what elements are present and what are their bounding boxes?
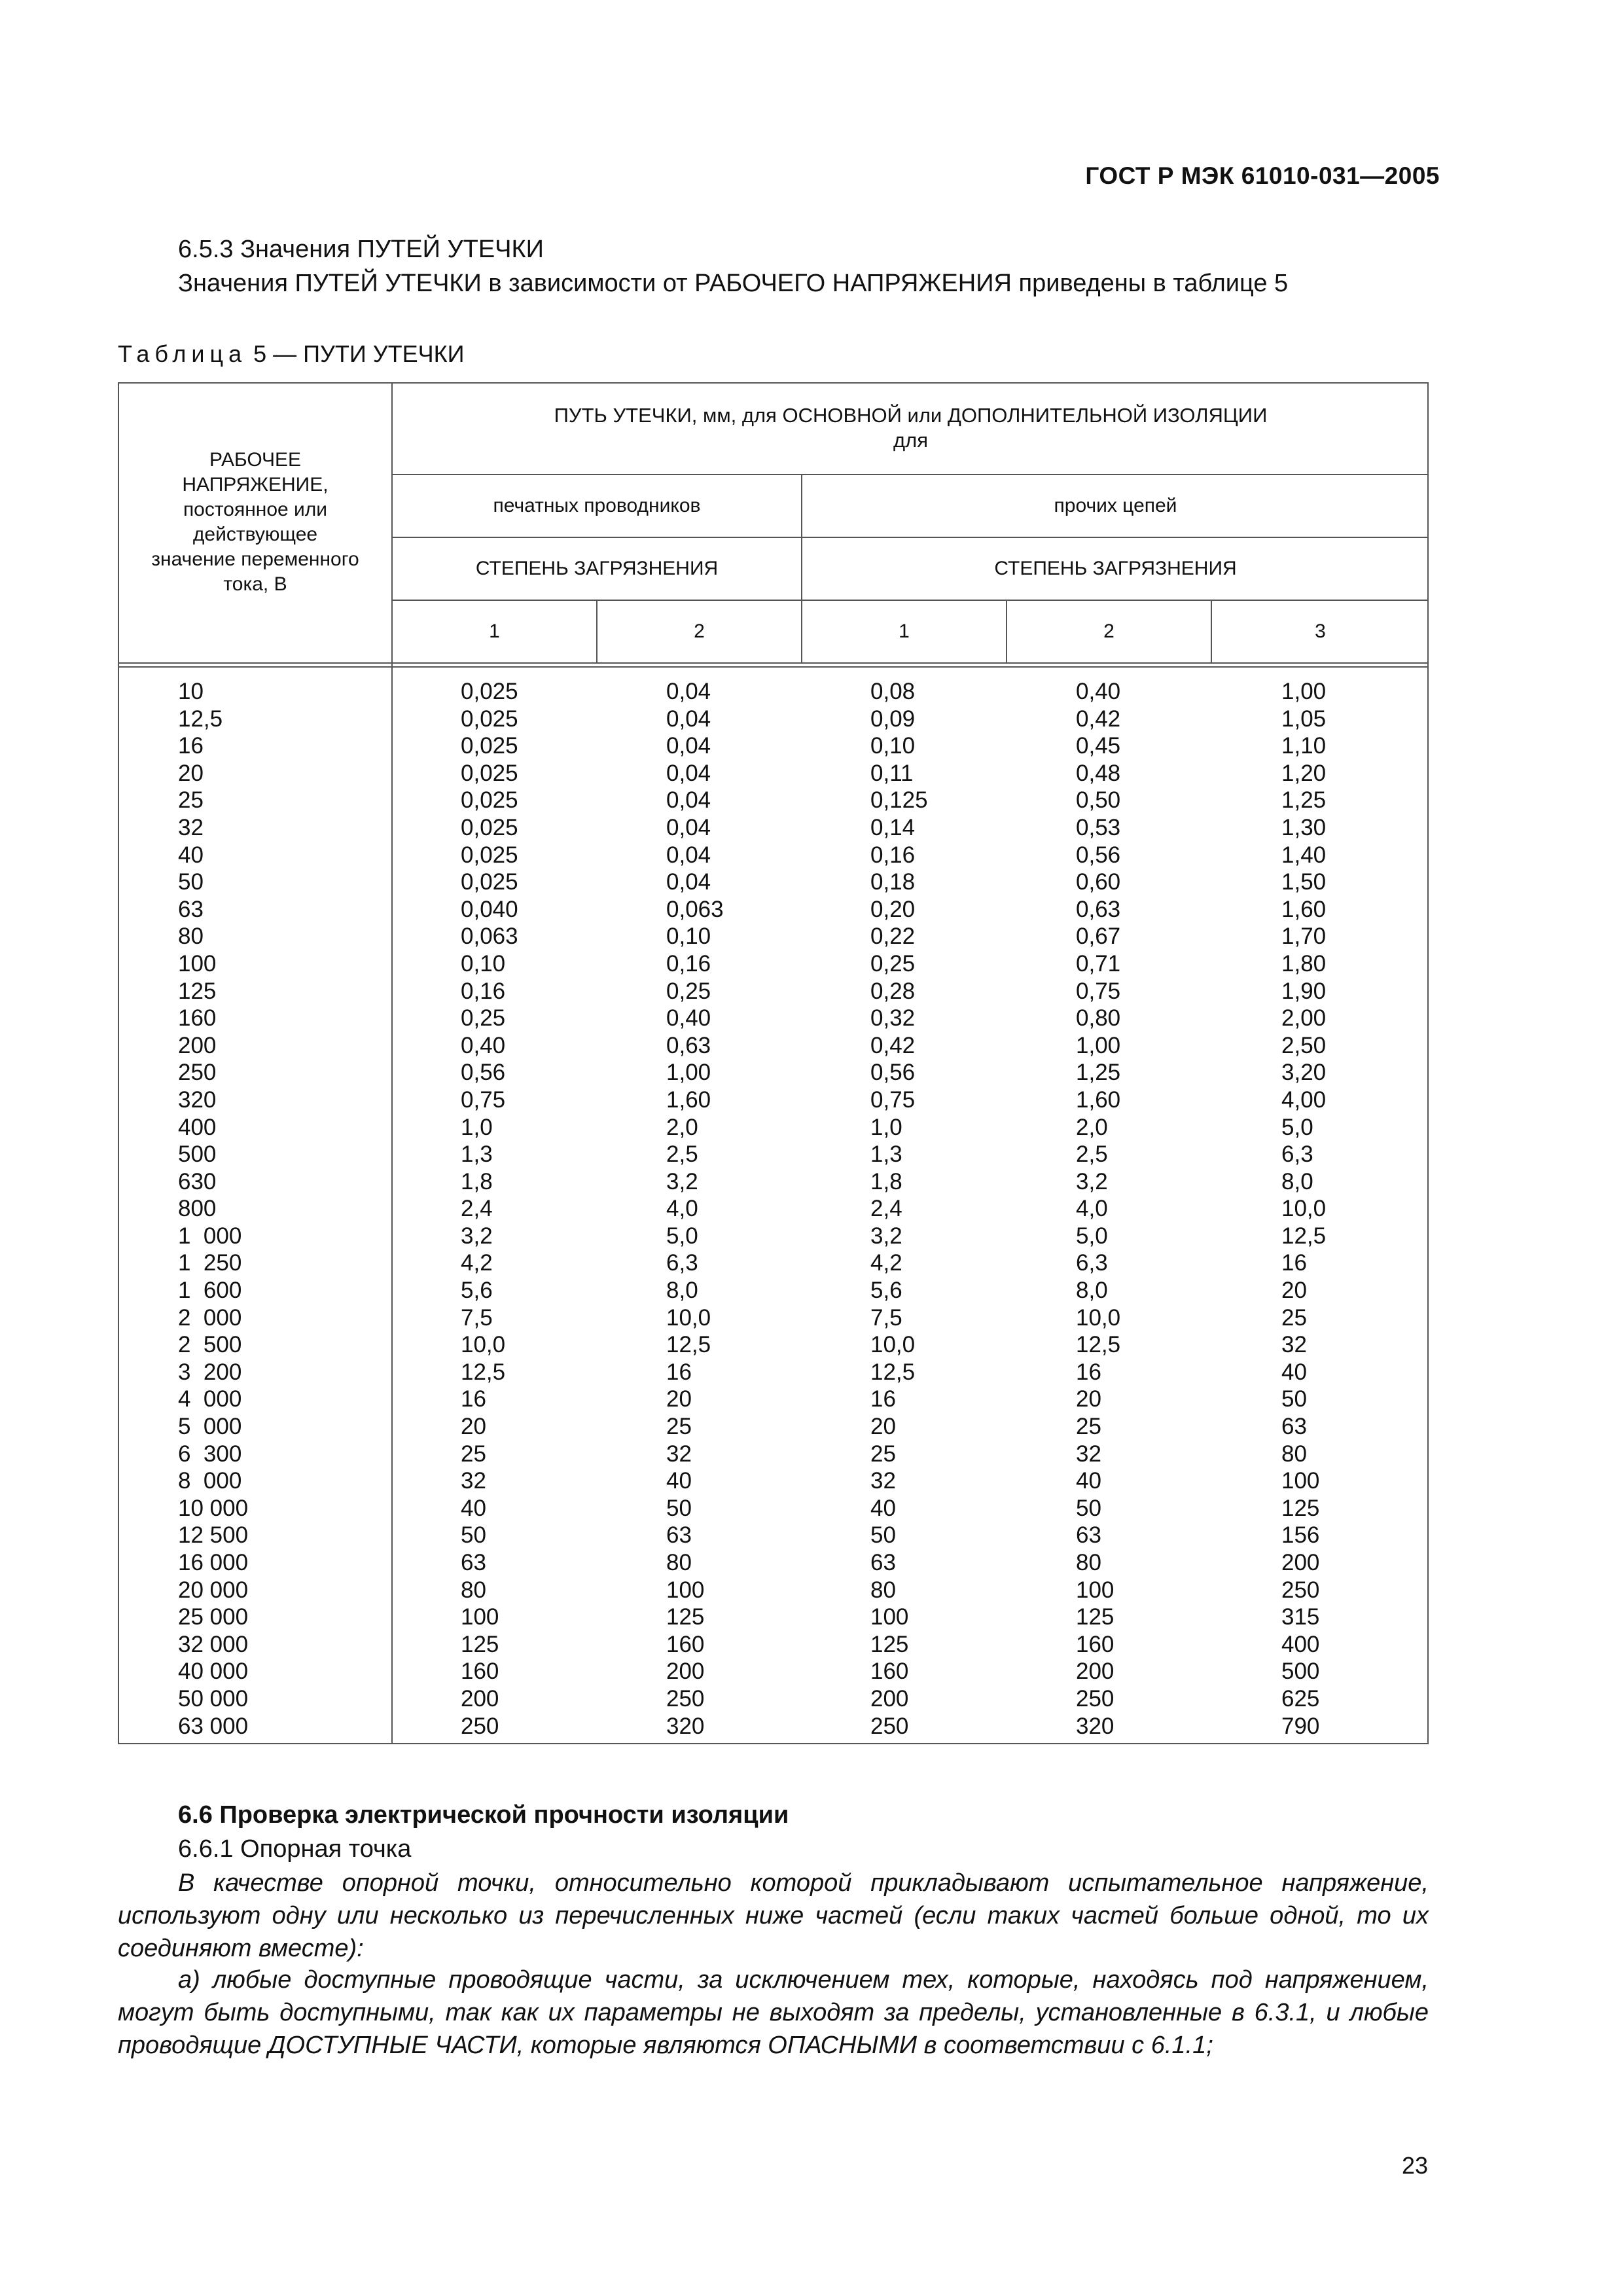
table-cell: 4,0 — [666, 1196, 698, 1222]
table-cell: 20 — [870, 1414, 896, 1440]
table-cell: 0,60 — [1076, 869, 1121, 895]
table-cell: 80 — [461, 1577, 486, 1603]
table-cell: 0,75 — [870, 1086, 916, 1113]
table-cell: 0,025 — [461, 869, 518, 895]
table-cell: 12,5 — [1281, 1223, 1327, 1249]
section-6-6-heading: 6.6 Проверка электрической прочности изоляции — [178, 1801, 789, 1829]
table-cell: 250 — [178, 1060, 217, 1086]
table-cell: 1,25 — [1076, 1060, 1121, 1086]
table-cell: 100 — [1281, 1468, 1320, 1494]
table-cell: 1,50 — [1281, 869, 1327, 895]
table-cell: 16 — [666, 1359, 692, 1385]
table-cell: 16 — [461, 1386, 486, 1412]
table-cell: 10 — [178, 679, 204, 704]
table-cell: 2 000 — [178, 1304, 242, 1331]
voltage-header-line: постоянное или — [183, 499, 328, 520]
table-cell: 3,2 — [666, 1168, 698, 1194]
table-cell: 125 — [1281, 1495, 1320, 1521]
table-cell: 0,04 — [666, 706, 711, 732]
table-cell: 0,56 — [461, 1060, 506, 1086]
other-degree-1-column — [870, 678, 928, 1740]
table-cell: 25 — [870, 1441, 896, 1467]
table-cell: 200 — [178, 1032, 217, 1058]
table-cell: 0,56 — [870, 1060, 916, 1086]
table-cell: 4,0 — [1076, 1196, 1108, 1222]
table-cell: 625 — [1281, 1685, 1320, 1712]
table-cell: 2,0 — [1076, 1114, 1108, 1140]
table-cell: 160 — [178, 1005, 217, 1031]
table-cell: 5,6 — [461, 1278, 493, 1304]
table-cell: 0,56 — [1076, 842, 1121, 868]
table-cell: 20 — [461, 1414, 486, 1440]
table-cell: 16 — [870, 1386, 896, 1412]
section-6-6-1-heading: 6.6.1 Опорная точка — [178, 1835, 412, 1863]
table-cell: 5,0 — [1076, 1223, 1108, 1249]
table-cell: 80 — [1076, 1550, 1101, 1575]
table-cell: 1,80 — [1281, 950, 1327, 977]
table-cell: 1,30 — [1281, 814, 1327, 840]
table-cell: 400 — [178, 1114, 217, 1140]
table-cell: 125 — [1076, 1604, 1115, 1630]
table-cell: 50 — [178, 869, 204, 895]
table-cell: 40 000 — [178, 1659, 249, 1685]
table-cell: 0,67 — [1076, 924, 1121, 950]
table-cell: 100 — [461, 1604, 499, 1630]
table-cell: 100 — [1076, 1577, 1115, 1603]
table-cell: 100 — [666, 1577, 705, 1603]
table-cell: 50 — [1281, 1386, 1307, 1412]
other-degree-3-column — [1281, 678, 1326, 1740]
table-caption — [118, 340, 465, 368]
table-cell: 2,5 — [666, 1141, 698, 1168]
document-code-header: ГОСТ Р МЭК 61010-031—2005 — [1085, 162, 1440, 189]
table-cell: 10 000 — [178, 1495, 249, 1521]
table-cell: 6,3 — [1281, 1141, 1313, 1168]
table-cell: 5 000 — [178, 1414, 242, 1440]
table-cell: 0,80 — [1076, 1005, 1121, 1031]
table-cell: 1,60 — [666, 1086, 711, 1113]
table-cell: 0,10 — [870, 733, 916, 759]
table-cell: 0,16 — [870, 842, 916, 868]
table-cell: 6,3 — [1076, 1250, 1108, 1276]
table-cell: 1,05 — [1281, 706, 1327, 732]
table-cell: 0,04 — [666, 814, 711, 840]
table-cell: 0,40 — [461, 1032, 506, 1058]
degree-number: 1 — [489, 620, 500, 642]
table-cell: 160 — [1076, 1631, 1115, 1657]
other-degree-2-column — [1076, 678, 1120, 1740]
table-cell: 125 — [666, 1604, 705, 1630]
table-cell: 50 — [870, 1522, 896, 1549]
table-cell: 2,50 — [1281, 1032, 1327, 1058]
table-cell: 0,10 — [461, 950, 506, 977]
table-cell: 160 — [666, 1631, 705, 1657]
table-cell: 250 — [1076, 1685, 1115, 1712]
table-cell: 80 — [178, 924, 204, 950]
table-cell: 0,025 — [461, 814, 518, 840]
table-cell: 0,22 — [870, 924, 916, 950]
table-cell: 250 — [870, 1713, 909, 1739]
table-cell: 16 — [1281, 1250, 1307, 1276]
table-cell: 250 — [666, 1685, 705, 1712]
table-cell: 12 500 — [178, 1522, 249, 1549]
table-cell: 0,10 — [666, 924, 711, 950]
table-cell: 200 — [870, 1685, 909, 1712]
table-cell: 12,5 — [1076, 1332, 1121, 1358]
table-cell: 0,53 — [1076, 814, 1121, 840]
table-cell: 3,2 — [870, 1223, 902, 1249]
table-cell: 32 — [1281, 1332, 1307, 1358]
table-cell: 12,5 — [666, 1332, 711, 1358]
table-cell: 500 — [1281, 1659, 1320, 1685]
table-cell: 0,063 — [461, 924, 518, 950]
table-cell: 63 — [178, 896, 204, 922]
table-cell: 80 — [1281, 1441, 1307, 1467]
table-cell: 25 — [178, 787, 204, 814]
table-cell: 50 — [1076, 1495, 1101, 1521]
table-cell: 0,63 — [1076, 896, 1121, 922]
table-cell: 2,4 — [461, 1196, 493, 1222]
table-cell: 5,6 — [870, 1278, 902, 1304]
pollution-degree-label: СТЕПЕНЬ ЗАГРЯЗНЕНИЯ — [475, 558, 719, 579]
table-cell: 25 — [1281, 1304, 1307, 1331]
table-border-left — [118, 382, 119, 1744]
table-cell: 63 — [461, 1550, 486, 1575]
table-cell: 0,14 — [870, 814, 916, 840]
table-cell: 500 — [178, 1141, 217, 1168]
degree-number: 3 — [1315, 620, 1326, 642]
table-cell: 100 — [870, 1604, 909, 1630]
table-cell: 320 — [178, 1086, 217, 1113]
table-cell: 0,48 — [1076, 760, 1121, 786]
table-cell: 315 — [1281, 1604, 1320, 1630]
table-cell: 32 — [666, 1441, 692, 1467]
table-cell: 1,0 — [461, 1114, 493, 1140]
table-cell: 156 — [1281, 1522, 1320, 1549]
table-cell: 32 — [178, 814, 204, 840]
voltage-header-line: НАПРЯЖЕНИЕ, — [182, 474, 329, 495]
voltage-header — [120, 382, 390, 662]
table-cell: 40 — [1281, 1359, 1307, 1385]
table-cell: 0,16 — [666, 950, 711, 977]
table-cell: 4,00 — [1281, 1086, 1327, 1113]
table-cell: 8,0 — [1076, 1278, 1108, 1304]
table-cell: 25 — [461, 1441, 486, 1467]
table-cell: 16 — [178, 733, 204, 759]
table-cell: 40 — [178, 842, 204, 868]
table-cell: 1 600 — [178, 1278, 242, 1304]
table-cell: 1,40 — [1281, 842, 1327, 868]
table-cell: 0,04 — [666, 787, 711, 814]
section-6-5-3-heading: 6.5.3 Значения ПУТЕЙ УТЕЧКИ — [178, 236, 544, 263]
table-border-bottom — [118, 1743, 1429, 1744]
table-cell: 5,0 — [666, 1223, 698, 1249]
table-cell: 0,42 — [1076, 706, 1121, 732]
table-cell: 160 — [461, 1659, 499, 1685]
table-cell: 320 — [666, 1713, 705, 1739]
table-cell: 2,4 — [870, 1196, 902, 1222]
table-cell: 200 — [461, 1685, 499, 1712]
table-cell: 40 — [666, 1468, 692, 1494]
table-cell: 20 — [1281, 1278, 1307, 1304]
creepage-header — [393, 382, 1429, 474]
table-cell: 0,75 — [1076, 978, 1121, 1004]
table-cell: 0,42 — [870, 1032, 916, 1058]
table-cell: 400 — [1281, 1631, 1320, 1657]
table-cell: 0,04 — [666, 842, 711, 868]
table-cell: 1,8 — [461, 1168, 493, 1194]
table-cell: 10,0 — [461, 1332, 506, 1358]
table-cell: 40 — [1076, 1468, 1101, 1494]
creepage-table — [118, 382, 1429, 1744]
table-cell: 800 — [178, 1196, 217, 1222]
table-cell: 1,00 — [1076, 1032, 1121, 1058]
table-cell: 16 — [1076, 1359, 1101, 1385]
table-cell: 3,2 — [1076, 1168, 1108, 1194]
table-cell: 1,60 — [1076, 1086, 1121, 1113]
table-cell: 6 300 — [178, 1441, 242, 1467]
table-cell: 2,00 — [1281, 1005, 1327, 1031]
table-cell: 2 500 — [178, 1332, 242, 1358]
table-cell: 0,04 — [666, 869, 711, 895]
table-caption-prefix: Таблица — [118, 340, 247, 367]
table-cell: 63 000 — [178, 1713, 249, 1739]
table-cell: 0,025 — [461, 842, 518, 868]
table-cell: 20 — [178, 760, 204, 786]
page-number: 23 — [1401, 2152, 1428, 2179]
table-cell: 5,0 — [1281, 1114, 1313, 1140]
table-cell: 630 — [178, 1168, 217, 1194]
degree-number: 2 — [694, 620, 705, 642]
degree-number: 1 — [899, 620, 910, 642]
table-cell: 10,0 — [1076, 1304, 1121, 1331]
table-cell: 0,18 — [870, 869, 916, 895]
table-cell: 32 — [870, 1468, 896, 1494]
table-cell: 12,5 — [870, 1359, 916, 1385]
table-cell: 25 — [666, 1414, 692, 1440]
table-cell: 12,5 — [178, 706, 223, 732]
voltage-header-line: тока, В — [223, 573, 287, 595]
group-other-circuits: прочих цепей — [1054, 495, 1177, 516]
table-header-separator — [118, 662, 1429, 664]
table-cell: 0,04 — [666, 679, 711, 704]
table-cell: 3 200 — [178, 1359, 242, 1385]
table-cell: 1,70 — [1281, 924, 1327, 950]
table-cell: 0,04 — [666, 760, 711, 786]
table-cell: 32 — [461, 1468, 486, 1494]
table-cell: 3,20 — [1281, 1060, 1327, 1086]
table-cell: 0,025 — [461, 760, 518, 786]
table-cell: 0,40 — [666, 1005, 711, 1031]
table-cell: 10,0 — [1281, 1196, 1327, 1222]
table-cell: 32 000 — [178, 1631, 249, 1657]
table-cell: 200 — [666, 1659, 705, 1685]
table-cell: 0,63 — [666, 1032, 711, 1058]
table-cell: 0,025 — [461, 787, 518, 814]
table-cell: 2,5 — [1076, 1141, 1108, 1168]
group-printed-conductors: печатных проводников — [493, 495, 701, 516]
table-cell: 0,45 — [1076, 733, 1121, 759]
table-cell: 0,20 — [870, 896, 916, 922]
table-cell: 0,08 — [870, 679, 916, 704]
table-cell: 63 — [1076, 1522, 1101, 1549]
table-cell: 4 000 — [178, 1386, 242, 1412]
table-cell: 20 — [1076, 1386, 1101, 1412]
table-cell: 0,25 — [666, 978, 711, 1004]
table-cell: 4,2 — [461, 1250, 493, 1276]
table-cell: 0,063 — [666, 896, 724, 922]
table-cell: 1,10 — [1281, 733, 1327, 759]
table-cell: 0,025 — [461, 706, 518, 732]
table-cell: 0,50 — [1076, 787, 1121, 814]
table-cell: 1 000 — [178, 1223, 242, 1249]
table-cell: 8,0 — [666, 1278, 698, 1304]
table-cell: 20 000 — [178, 1577, 249, 1603]
table-cell: 32 — [1076, 1441, 1101, 1467]
table-cell: 125 — [178, 978, 217, 1004]
table-cell: 1,00 — [1281, 679, 1327, 704]
paragraph-reference-point: В качестве опорной точки, относительно которой прикладывают испытательное напряжение, используют одну или несколько из перечисленных ниже частей (если таких частей больше одной, то их соединяют вместе): — [118, 1869, 1429, 1962]
degree-number: 2 — [1103, 620, 1115, 642]
table-cell: 2,0 — [666, 1114, 698, 1140]
table-cell: 16 000 — [178, 1550, 249, 1575]
table-cell: 0,25 — [461, 1005, 506, 1031]
table-cell: 1,60 — [1281, 896, 1327, 922]
table-cell: 0,28 — [870, 978, 916, 1004]
table-cell: 250 — [1281, 1577, 1320, 1603]
printed-degree-2-column — [666, 678, 724, 1740]
table-cell: 160 — [870, 1659, 909, 1685]
table-cell: 0,025 — [461, 733, 518, 759]
table-cell: 100 — [178, 950, 217, 977]
table-cell: 63 — [870, 1550, 896, 1575]
table-cell: 50 — [666, 1495, 692, 1521]
table-cell: 1,20 — [1281, 760, 1327, 786]
table-cell: 790 — [1281, 1713, 1320, 1739]
table-cell: 0,04 — [666, 733, 711, 759]
table-cell: 125 — [870, 1631, 909, 1657]
table-cell: 6,3 — [666, 1250, 698, 1276]
table-cell: 200 — [1076, 1659, 1115, 1685]
pollution-degree-label: СТЕПЕНЬ ЗАГРЯЗНЕНИЯ — [994, 558, 1237, 579]
table-cell: 8,0 — [1281, 1168, 1313, 1194]
table-caption-title: 5 — ПУТИ УТЕЧКИ — [247, 340, 465, 367]
table-cell: 25 — [1076, 1414, 1101, 1440]
table-cell: 50 000 — [178, 1685, 249, 1712]
table-cell: 8 000 — [178, 1468, 242, 1494]
creepage-header-line: для — [893, 429, 928, 452]
table-cell: 0,11 — [870, 760, 914, 786]
table-cell: 0,71 — [1076, 950, 1121, 977]
table-cell: 0,25 — [870, 950, 916, 977]
creepage-header-line: ПУТЬ УТЕЧКИ, мм, для ОСНОВНОЙ или ДОПОЛНИТЕЛЬНОЙ ИЗОЛЯЦИИ — [554, 404, 1268, 427]
table-cell: 25 000 — [178, 1604, 249, 1630]
voltage-header-line: действующее — [192, 524, 318, 545]
table-cell: 12,5 — [461, 1359, 506, 1385]
table-cell: 10,0 — [870, 1332, 916, 1358]
table-header-separator — [118, 666, 1429, 668]
printed-degree-1-column — [461, 678, 518, 1740]
table-cell: 0,75 — [461, 1086, 506, 1113]
table-cell: 4,2 — [870, 1250, 902, 1276]
table-cell: 1,3 — [461, 1141, 493, 1168]
table-cell: 0,32 — [870, 1005, 916, 1031]
table-cell: 10,0 — [666, 1304, 711, 1331]
table-cell: 3,2 — [461, 1223, 493, 1249]
table-cell: 63 — [666, 1522, 692, 1549]
voltage-column — [178, 678, 248, 1740]
paragraph-item-a: а) любые доступные проводящие части, за исключением тех, которые, находясь под напряжением, могут быть доступными, так как их параметры не выходят за пределы, установленные в 6.3.1, и любые проводящие ДОСТУПНЫЕ ЧАСТИ, которые являются ОПАСНЫМИ в соответствии с 6.1.1; — [118, 1966, 1429, 2059]
table-cell: 250 — [461, 1713, 499, 1739]
table-cell: 320 — [1076, 1713, 1115, 1739]
table-cell: 0,040 — [461, 896, 518, 922]
table-cell: 1,25 — [1281, 787, 1327, 814]
table-cell: 0,16 — [461, 978, 506, 1004]
table-cell: 0,125 — [870, 787, 928, 814]
table-cell: 40 — [461, 1495, 486, 1521]
table-cell: 0,40 — [1076, 679, 1121, 704]
table-cell: 1,90 — [1281, 978, 1327, 1004]
table-cell: 40 — [870, 1495, 896, 1521]
table-cell: 80 — [666, 1550, 692, 1575]
voltage-header-line: значение переменного — [151, 548, 359, 570]
table-cell: 1,3 — [870, 1141, 902, 1168]
table-cell: 1,0 — [870, 1114, 902, 1140]
table-cell: 1,00 — [666, 1060, 711, 1086]
table-cell: 0,025 — [461, 679, 518, 704]
table-cell: 200 — [1281, 1550, 1320, 1575]
table-cell: 125 — [461, 1631, 499, 1657]
table-cell: 1 250 — [178, 1250, 242, 1276]
table-cell: 63 — [1281, 1414, 1307, 1440]
table-cell: 7,5 — [461, 1304, 493, 1331]
table-cell: 20 — [666, 1386, 692, 1412]
table-cell: 50 — [461, 1522, 486, 1549]
table-cell: 80 — [870, 1577, 896, 1603]
table-cell: 1,8 — [870, 1168, 902, 1194]
section-6-5-3-text: Значения ПУТЕЙ УТЕЧКИ в зависимости от РАБОЧЕГО НАПРЯЖЕНИЯ приведены в таблице 5 — [178, 270, 1289, 297]
voltage-header-line: РАБОЧЕЕ — [209, 449, 302, 471]
table-cell: 0,09 — [870, 706, 916, 732]
table-cell: 7,5 — [870, 1304, 902, 1331]
